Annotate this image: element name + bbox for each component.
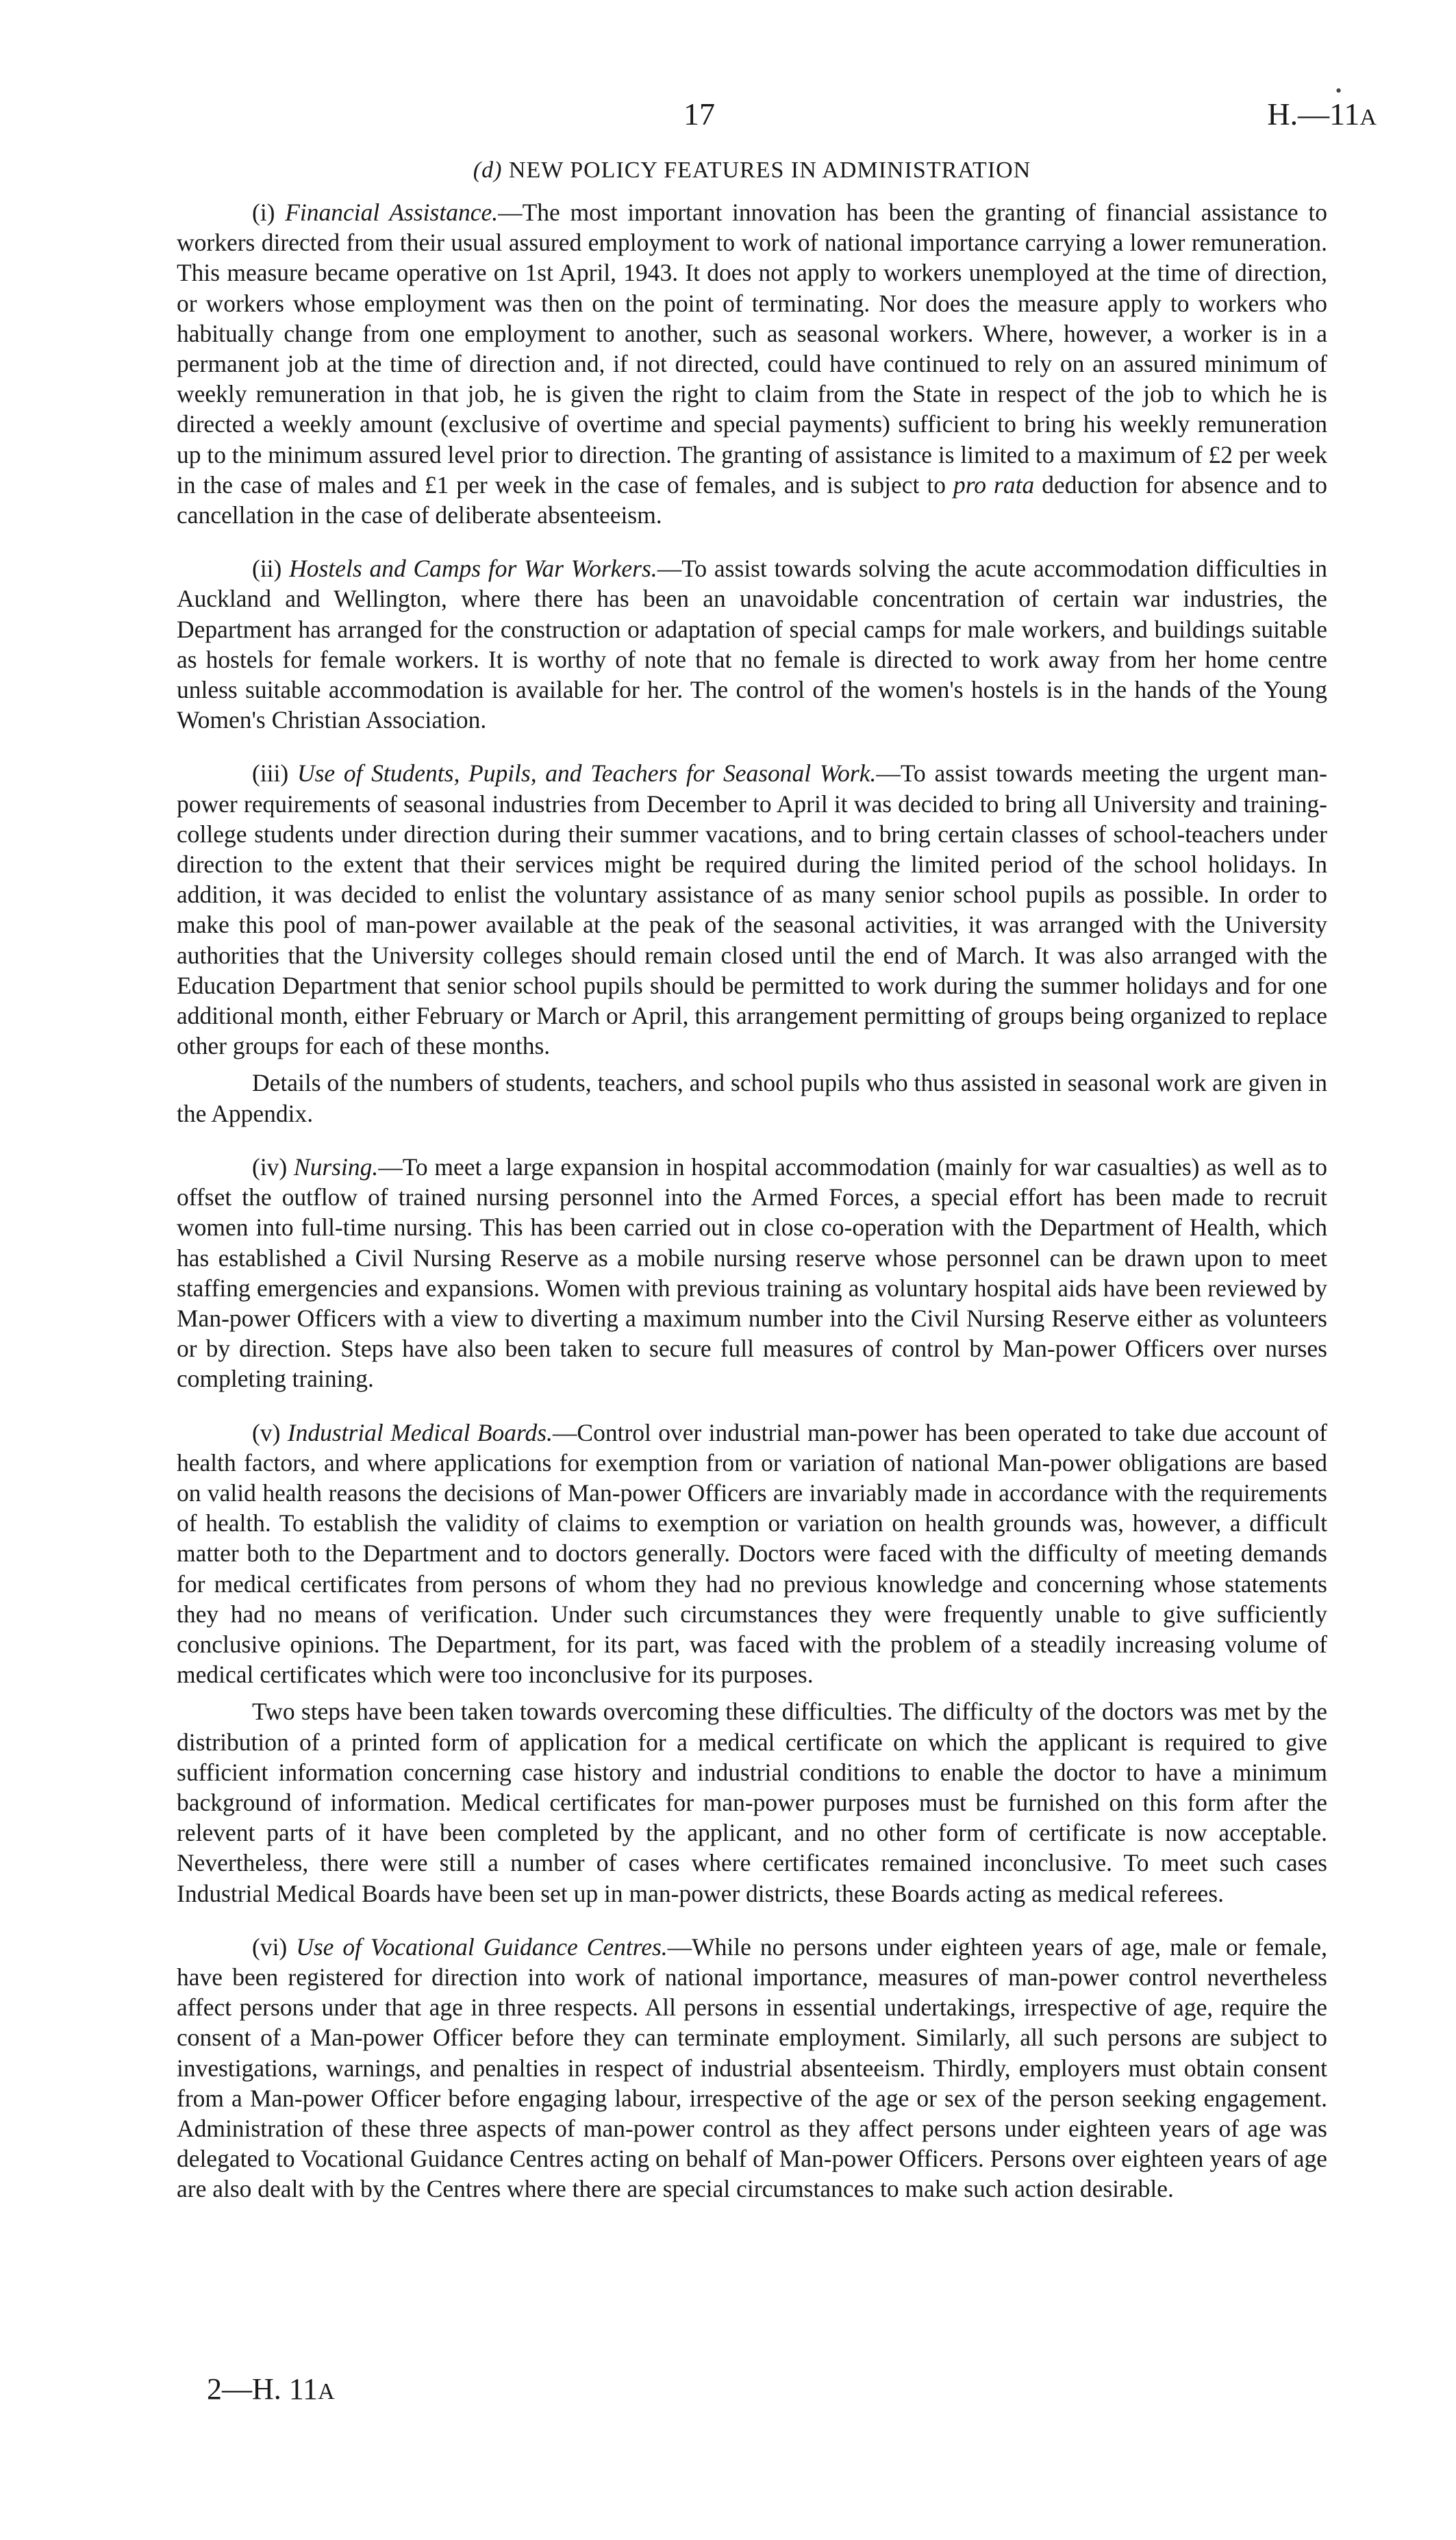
paragraph-financial-assistance: (i) Financial Assistance.—The most important innovation has been the granting of financial assistance to workers directed from their usual assured employment to work of national importance carrying a lower remuneration. This measure became operative on 1st April, 1943. It does not apply to workers unemployed at the time of direction, or workers whose employment was then on the point of terminating. Nor does the measure apply to workers who habitually change from one employment to another, such as seasonal workers. Where, however, a worker is in a permanent job at the time of direction and, if not directed, could have continued to rely on an assured minimum of weekly remuneration in that job, he is given the right to claim from the State in respect of the job to which he is directed a weekly amount (exclusive of overtime and special payments) sufficient to bring his weekly remuneration up to the minimum assured level prior to direction. The granting of assistance is limited to a maximum of £2 per week in the case of males and £1 per week in the case of females, and is subject to pro rata deduction for absence and to cancellation in the case of deliberate absenteeism. [177, 199, 1327, 529]
document-page [177, 96, 1377, 2204]
paragraph-heading: Nursing. [293, 1153, 379, 1181]
paragraph-nursing: (iv) Nursing.—To meet a large expansion in hospital accommodation (mainly for war casualties) as well as to offset the outflow of trained nursing personnel into the Armed Forces, a special effort has been made to recruit women into full-time nursing. This has been carried out in close co-operation with the Department of Health, which has established a Civil Nursing Reserve as a mobile nursing reserve whose personnel can be drawn upon to meet staffing emergencies and expansions. Women with previous training as voluntary hospital aids have been reviewed by Man-power Officers with a view to diverting a maximum number into the Civil Nursing Reserve either as volunteers or by direction. Steps have also been taken to secure full measures of control by Man-power Officers over nurses completing training. [177, 1153, 1327, 1393]
section-heading: NEW POLICY FEATURES IN ADMINISTRATION [508, 158, 1031, 183]
paragraph-industrial-medical-boards: (v) Industrial Medical Boards.—Control over industrial man-power has been operated to take due account of health factors, and where applications for exemption from or variation of national Man-power obligations are based on valid health reasons the decisions of Man-power Officers are invariably made in accordance with the requirements of health. To establish the validity of claims to exemption or variation on health grounds was, however, a difficult matter both to the Department and to doctors generally. Doctors were faced with the difficulty of meeting demands for medical certificates from persons of whom they had no previous knowledge and concerning whose statements they had no means of verification. Under such circumstances they were frequently unable to give sufficiently conclusive opinions. The Department, for its part, was faced with the problem of a steadily increasing volume of medical certificates which were too inconclusive for its purposes. [177, 1418, 1327, 1689]
paragraph-appendix-details: Details of the numbers of students, teachers, and school pupils who thus assisted in seasonal work are given in the Appendix. [177, 1069, 1327, 1127]
speck-mark: • [1335, 81, 1342, 101]
paragraph-two-steps: Two steps have been taken towards overcoming these difficulties. The difficulty of the doctors was met by the distribution of a printed form of application for a medical certificate on which the applicant is required to give sufficient information concerning case history and industrial conditions to enable the doctor to have a minimum background of information. Medical certificates for man-power purposes must be furnished on this form after the relevent parts of it have been completed by the applicant, and no other form of certificate is now acceptable. Nevertheless, there were still a number of cases where certificates remained inconclusive. To meet such cases Industrial Medical Boards have been set up in man-power districts, these Boards acting as medical referees. [177, 1698, 1327, 1907]
page-number: 17 [683, 97, 715, 131]
paragraph-heading: Hostels and Camps for War Workers. [289, 555, 657, 583]
paragraph-heading: Industrial Medical Boards. [287, 1418, 553, 1446]
paragraph-hostels-camps: (ii) Hostels and Camps for War Workers.—To assist towards solving the acute accommodation difficulties in Auckland and Wellington, where there has been an unavoidable concentration of certain war industries, the Department has arranged for the construction or adaptation of special camps for male workers, and buildings suitable as hostels for female workers. It is worthy of note that no female is directed to work away from her home centre unless suitable accommodation is available for her. The control of the women's hostels is in the hands of the Young Women's Christian Association. [177, 555, 1328, 734]
document-code: H.—11A [1267, 97, 1377, 131]
section-title [177, 158, 1327, 184]
paragraph-vocational-guidance: (vi) Use of Vocational Guidance Centres.—While no persons under eighteen years of age, male or female, have been registered for direction into work of national importance, measures of man-power control nevertheless affect persons under that age in three respects. All persons in essential undertakings, irrespective of age, require the consent of a Man-power Officer before they can terminate employment. Similarly, all such persons are subject to investigations, warnings, and penalties in respect of industrial absenteeism. Thirdly, employers must obtain consent from a Man-power Officer before engaging labour, irrespective of the age or sex of the person seeking engagement. Administration of these three aspects of man-power control as they affect persons under eighteen years of age was delegated to Vocational Guidance Centres acting on behalf of Man-power Officers. Persons over eighteen years of age are also dealt with by the Centres where there are special circumstances to make such action desirable. [177, 1933, 1327, 2203]
paragraph-heading: Use of Vocational Guidance Centres. [296, 1933, 668, 1961]
paragraph-heading: Use of Students, Pupils, and Teachers for Seasonal Work. [297, 759, 877, 788]
paragraph-students-seasonal-work: (iii) Use of Students, Pupils, and Teachers for Seasonal Work.—To assist towards meeting the urgent man-power requirements of seasonal industries from December to April it was decided to bring all University and training-college students under direction during their summer vacations, and to bring certain classes of school-teachers under direction to the extent that their services might be required during the limited period of the school holidays. In addition, it was decided to enlist the voluntary assistance of as many senior school pupils as possible. In order to make this pool of man-power available at the peak of the seasonal activities, it was arranged with the University authorities that the University colleges should remain closed until the end of March. It was also arranged with the Education Department that senior school pupils should be permitted to work during the summer holidays and for one additional month, either February or March or April, this arrangement permitting of groups being organized to replace other groups for each of these months. [177, 759, 1327, 1060]
section-label: (d) [473, 158, 503, 183]
page-header [177, 96, 1377, 144]
footer-signature: 2—H. 11A [207, 2372, 335, 2406]
paragraph-heading: Financial Assistance. [285, 199, 499, 226]
body-text [177, 197, 1327, 2204]
